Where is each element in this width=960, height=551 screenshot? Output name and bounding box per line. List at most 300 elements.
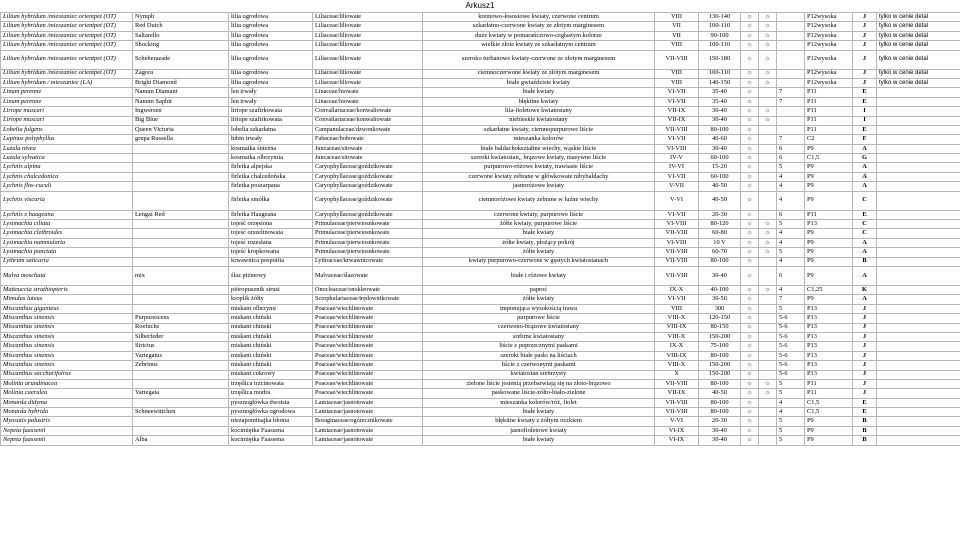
height-cell: 35-40 bbox=[699, 97, 741, 106]
polish-name-cell: liriope szafirkowata bbox=[229, 116, 313, 125]
table-row bbox=[1, 389, 960, 398]
shade-icon: ☼ bbox=[759, 78, 777, 87]
price-note-cell: tylko w cenie detal bbox=[877, 69, 960, 78]
flowering-cell: VII-VIII bbox=[655, 266, 699, 285]
table-row bbox=[1, 257, 960, 266]
pot-code-cell: P11 bbox=[805, 389, 853, 398]
group-cell: A bbox=[853, 163, 877, 172]
table-row bbox=[1, 125, 960, 134]
family-cell: Poaceae/wiechlinowate bbox=[313, 370, 423, 379]
price-note-cell: tylko w cenie detal bbox=[877, 31, 960, 40]
height-cell: 80-100 bbox=[699, 125, 741, 134]
flowering-cell: VIII bbox=[655, 78, 699, 87]
sun-icon: ☼ bbox=[741, 295, 759, 304]
description-cell: żółte kwiaty bbox=[423, 248, 655, 257]
cultivar-cell: Variegatus bbox=[133, 351, 229, 360]
latin-name-cell: Mimulus luteus bbox=[1, 295, 133, 304]
description-cell: białe kwiaty bbox=[423, 88, 655, 97]
height-cell: 40-100 bbox=[699, 285, 741, 294]
cultivar-cell: mix bbox=[133, 266, 229, 285]
group-cell: J bbox=[853, 379, 877, 388]
description-cell: białe kwiaty bbox=[423, 408, 655, 417]
family-cell: Caryophyllaceae/goździkowate bbox=[313, 163, 423, 172]
polish-name-cell: firletka chalcedońska bbox=[229, 172, 313, 181]
zone-cell: 6 bbox=[777, 266, 805, 285]
pot-code-cell: P12wysoka bbox=[805, 78, 853, 87]
family-cell: Lamiaceae/jasnotowate bbox=[313, 408, 423, 417]
table-row bbox=[1, 182, 960, 191]
shade-icon: ☼ bbox=[759, 107, 777, 116]
price-note-cell bbox=[877, 163, 960, 172]
zone-cell bbox=[777, 13, 805, 22]
polish-name-cell: kosmatka śnieżna bbox=[229, 144, 313, 153]
description-cell: paskowane liście-żółto-biało-zielone bbox=[423, 389, 655, 398]
cultivar-cell bbox=[133, 248, 229, 257]
family-cell: Poaceae/wiechlinowate bbox=[313, 351, 423, 360]
flowering-cell: VII-VIII bbox=[655, 398, 699, 407]
shade-icon bbox=[759, 332, 777, 341]
table-row bbox=[1, 154, 960, 163]
price-note-cell bbox=[877, 436, 960, 445]
shade-icon bbox=[759, 323, 777, 332]
group-cell: A bbox=[853, 238, 877, 247]
pot-code-cell: P12wysoka bbox=[805, 41, 853, 50]
family-cell: Boraginaceae/ogórecznikowate bbox=[313, 417, 423, 426]
description-cell: białe gwiaździste kwiaty bbox=[423, 78, 655, 87]
flowering-cell: IV-VI bbox=[655, 163, 699, 172]
price-note-cell bbox=[877, 97, 960, 106]
pot-code-cell: P9 bbox=[805, 426, 853, 435]
table-row bbox=[1, 436, 960, 445]
sun-icon: ☼ bbox=[741, 88, 759, 97]
polish-name-cell: firletka Haageana bbox=[229, 210, 313, 219]
group-cell: E bbox=[853, 398, 877, 407]
price-note-cell bbox=[877, 408, 960, 417]
table-row bbox=[1, 304, 960, 313]
shade-icon: ☼ bbox=[759, 379, 777, 388]
pot-code-cell: P9 bbox=[805, 163, 853, 172]
polish-name-cell: tojeść orzęsiona bbox=[229, 220, 313, 229]
table-row bbox=[1, 314, 960, 323]
group-cell: A bbox=[853, 295, 877, 304]
polish-name-cell: ślaz piżmowy bbox=[229, 266, 313, 285]
height-cell: 40-50 bbox=[699, 191, 741, 210]
height-cell: 60-100 bbox=[699, 172, 741, 181]
pot-code-cell: P12wysoka bbox=[805, 50, 853, 69]
height-cell: 15-20 bbox=[699, 163, 741, 172]
flowering-cell: VIII-IX bbox=[655, 323, 699, 332]
height-cell: 80-150 bbox=[699, 323, 741, 332]
zone-cell: 5-6 bbox=[777, 323, 805, 332]
sun-icon: ☼ bbox=[741, 332, 759, 341]
table-row bbox=[1, 210, 960, 219]
flowering-cell: V-VII bbox=[655, 182, 699, 191]
group-cell: J bbox=[853, 361, 877, 370]
cultivar-cell: Purpurescens bbox=[133, 314, 229, 323]
description-cell: mieszanka kolorów bbox=[423, 135, 655, 144]
polish-name-cell: pióropusznik strusi bbox=[229, 285, 313, 294]
zone-cell: 5-6 bbox=[777, 342, 805, 351]
sun-icon: ☼ bbox=[741, 408, 759, 417]
latin-name-cell: Miscanthus sinensis bbox=[1, 323, 133, 332]
height-cell: 150-180 bbox=[699, 50, 741, 69]
table-row bbox=[1, 88, 960, 97]
pot-code-cell: P9 bbox=[805, 229, 853, 238]
description-cell: żółte kwiaty, płożący pokrój bbox=[423, 238, 655, 247]
latin-name-cell: Linum perenne bbox=[1, 88, 133, 97]
group-cell: E bbox=[853, 88, 877, 97]
polish-name-cell: miskant chiński bbox=[229, 332, 313, 341]
flowering-cell: VII-VIII bbox=[655, 248, 699, 257]
family-cell: Caryophyllaceae/goździkowate bbox=[313, 191, 423, 210]
latin-name-cell: Liriope muscari bbox=[1, 107, 133, 116]
height-cell: 35-40 bbox=[699, 88, 741, 97]
polish-name-cell: pysznogłówka ogrodowa bbox=[229, 408, 313, 417]
price-note-cell bbox=[877, 266, 960, 285]
flowering-cell: VII-VIII bbox=[655, 379, 699, 388]
zone-cell: 5 bbox=[777, 163, 805, 172]
sun-icon: ☼ bbox=[741, 304, 759, 313]
table-row bbox=[1, 379, 960, 388]
polish-name-cell: lilia ogrodowa bbox=[229, 31, 313, 40]
table-row bbox=[1, 398, 960, 407]
polish-name-cell: lilia ogrodowa bbox=[229, 50, 313, 69]
price-note-cell bbox=[877, 116, 960, 125]
cultivar-cell bbox=[133, 238, 229, 247]
family-cell: Caryophyllaceae/goździkowate bbox=[313, 182, 423, 191]
description-cell: liście z poprzecznymi paskami bbox=[423, 342, 655, 351]
polish-name-cell: miskant chiński bbox=[229, 342, 313, 351]
shade-icon bbox=[759, 191, 777, 210]
description-cell: kwiatostan srebrzysty bbox=[423, 370, 655, 379]
latin-name-cell: Lilium hybridum /mieszaniec orientpet (OT) bbox=[1, 69, 133, 78]
shade-icon: ☼ bbox=[759, 22, 777, 31]
flowering-cell: VII-IX bbox=[655, 389, 699, 398]
group-cell: J bbox=[853, 351, 877, 360]
table-row bbox=[1, 144, 960, 153]
description-cell: żółte kwiaty bbox=[423, 295, 655, 304]
polish-name-cell: pysznogłówka dwoista bbox=[229, 398, 313, 407]
flowering-cell: VI-IX bbox=[655, 426, 699, 435]
description-cell: ciemnoczerwone kwiaty ze złotym marginesem bbox=[423, 69, 655, 78]
flowering-cell: VII-VIII bbox=[655, 408, 699, 417]
height-cell: 30-40 bbox=[699, 436, 741, 445]
height-cell: 30-40 bbox=[699, 426, 741, 435]
shade-icon bbox=[759, 351, 777, 360]
polish-name-cell: lobelia szkarłatna bbox=[229, 125, 313, 134]
height-cell: 100-110 bbox=[699, 69, 741, 78]
zone-cell: 5 bbox=[777, 417, 805, 426]
family-cell: Poaceae/wiechlinowate bbox=[313, 389, 423, 398]
zone-cell: 4 bbox=[777, 172, 805, 181]
pot-code-cell: C1,5 bbox=[805, 398, 853, 407]
polish-name-cell: kosmatka olbrzymia bbox=[229, 154, 313, 163]
pot-code-cell: C2 bbox=[805, 135, 853, 144]
shade-icon: ☼ bbox=[759, 116, 777, 125]
price-note-cell bbox=[877, 107, 960, 116]
latin-name-cell: Lilium hybridum /mieszaniec orientpet (OT) bbox=[1, 13, 133, 22]
flowering-cell: V-VI bbox=[655, 417, 699, 426]
polish-name-cell: kocimiętka Faassena bbox=[229, 436, 313, 445]
pot-code-cell: P12wysoka bbox=[805, 31, 853, 40]
table-row bbox=[1, 295, 960, 304]
sun-icon: ☼ bbox=[741, 238, 759, 247]
height-cell: 90-100 bbox=[699, 31, 741, 40]
height-cell: 150-200 bbox=[699, 361, 741, 370]
polish-name-cell: len trwały bbox=[229, 88, 313, 97]
height-cell: 10 V bbox=[699, 238, 741, 247]
group-cell: G bbox=[853, 154, 877, 163]
table-row bbox=[1, 97, 960, 106]
table-row bbox=[1, 163, 960, 172]
height-cell: 300 bbox=[699, 304, 741, 313]
group-cell: J bbox=[853, 370, 877, 379]
polish-name-cell: lilia ogrodowa bbox=[229, 69, 313, 78]
latin-name-cell: Nepeta faassenii bbox=[1, 426, 133, 435]
price-note-cell bbox=[877, 238, 960, 247]
sun-icon: ☼ bbox=[741, 370, 759, 379]
pot-code-cell: P11 bbox=[805, 125, 853, 134]
latin-name-cell: Lysimachia clethroides bbox=[1, 229, 133, 238]
latin-name-cell: Miscanthus giganteus bbox=[1, 304, 133, 313]
group-cell: J bbox=[853, 78, 877, 87]
description-cell: purpurowo-różowe kwiaty, trawiaste liście bbox=[423, 163, 655, 172]
family-cell: Primulaceae/pierwiosnkowate bbox=[313, 229, 423, 238]
family-cell: Liliaceae/liliowate bbox=[313, 78, 423, 87]
zone-cell: 5-6 bbox=[777, 370, 805, 379]
polish-name-cell: krwawnica pospolita bbox=[229, 257, 313, 266]
group-cell: E bbox=[853, 408, 877, 417]
latin-name-cell: Myosotis palustris bbox=[1, 417, 133, 426]
zone-cell bbox=[777, 31, 805, 40]
family-cell: Liliaceae/liliowate bbox=[313, 13, 423, 22]
sun-icon: ☼ bbox=[741, 342, 759, 351]
price-note-cell bbox=[877, 332, 960, 341]
cultivar-cell: Queen Victoria bbox=[133, 125, 229, 134]
height-cell: 80-120 bbox=[699, 220, 741, 229]
sun-icon: ☼ bbox=[741, 266, 759, 285]
cultivar-cell: Silberfeder bbox=[133, 332, 229, 341]
group-cell: J bbox=[853, 50, 877, 69]
shade-icon: ☼ bbox=[759, 69, 777, 78]
sun-icon: ☼ bbox=[741, 31, 759, 40]
family-cell: Convallariaceae/konwaliowate bbox=[313, 116, 423, 125]
price-note-cell: tylko w cenie detal bbox=[877, 13, 960, 22]
zone-cell: 5 bbox=[777, 389, 805, 398]
description-cell: szeroko turbanowe kwiaty-czerwone ze złotym marginesem bbox=[423, 50, 655, 69]
cultivar-cell bbox=[133, 304, 229, 313]
flowering-cell: VI-VII bbox=[655, 295, 699, 304]
polish-name-cell: firletka poszarpana bbox=[229, 182, 313, 191]
description-cell: białe kwiaty bbox=[423, 229, 655, 238]
pot-code-cell: P9 bbox=[805, 417, 853, 426]
flowering-cell: X bbox=[655, 370, 699, 379]
cultivar-cell bbox=[133, 257, 229, 266]
cultivar-cell: grupa Russella bbox=[133, 135, 229, 144]
shade-icon bbox=[759, 125, 777, 134]
sun-icon: ☼ bbox=[741, 417, 759, 426]
flowering-cell: VIII-X bbox=[655, 332, 699, 341]
table-row bbox=[1, 31, 960, 40]
family-cell: Primulaceae/pierwiosnkowate bbox=[313, 248, 423, 257]
description-cell: czerwono-brązowe kwiatostany bbox=[423, 323, 655, 332]
description-cell: kremowo-łososiowe kwiaty, czerwone centrum bbox=[423, 13, 655, 22]
zone-cell bbox=[777, 116, 805, 125]
pot-code-cell: P9 bbox=[805, 238, 853, 247]
family-cell: Convallariaceae/konwaliowate bbox=[313, 107, 423, 116]
shade-icon: ☼ bbox=[759, 220, 777, 229]
polish-name-cell: firletka smółka bbox=[229, 191, 313, 210]
sun-icon: ☼ bbox=[741, 69, 759, 78]
group-cell: A bbox=[853, 172, 877, 181]
latin-name-cell: Lupinus polyphyllus bbox=[1, 135, 133, 144]
cultivar-cell bbox=[133, 426, 229, 435]
zone-cell: 5 bbox=[777, 379, 805, 388]
polish-name-cell: miskant chiński bbox=[229, 314, 313, 323]
cultivar-cell bbox=[133, 379, 229, 388]
zone-cell: 6 bbox=[777, 154, 805, 163]
table-row bbox=[1, 285, 960, 294]
table-row bbox=[1, 78, 960, 87]
cultivar-cell bbox=[133, 295, 229, 304]
group-cell: F bbox=[853, 135, 877, 144]
price-note-cell bbox=[877, 314, 960, 323]
shade-icon bbox=[759, 295, 777, 304]
cultivar-cell: Nanum Diamant bbox=[133, 88, 229, 97]
cultivar-cell bbox=[133, 370, 229, 379]
family-cell: Poaceae/wiechlinowate bbox=[313, 314, 423, 323]
table-row bbox=[1, 361, 960, 370]
sun-icon: ☼ bbox=[741, 210, 759, 219]
family-cell: Liliaceae/liliowate bbox=[313, 50, 423, 69]
pot-code-cell: P9 bbox=[805, 257, 853, 266]
price-note-cell bbox=[877, 248, 960, 257]
flowering-cell: VII-IX bbox=[655, 116, 699, 125]
latin-name-cell: Miscanthus sinensis bbox=[1, 351, 133, 360]
latin-name-cell: Molinia caerulea bbox=[1, 389, 133, 398]
sun-icon: ☼ bbox=[741, 426, 759, 435]
shade-icon bbox=[759, 210, 777, 219]
cultivar-cell bbox=[133, 417, 229, 426]
description-cell: białe kwiaty bbox=[423, 436, 655, 445]
zone-cell: 5-6 bbox=[777, 332, 805, 341]
family-cell: Caryophyllaceae/goździkowate bbox=[313, 172, 423, 181]
flowering-cell: VIII-X bbox=[655, 361, 699, 370]
description-cell: imponująca wysokością trawa bbox=[423, 304, 655, 313]
price-note-cell bbox=[877, 135, 960, 144]
zone-cell: 7 bbox=[777, 135, 805, 144]
description-cell: srebrne kwiatostany bbox=[423, 332, 655, 341]
cultivar-cell: Variegata bbox=[133, 389, 229, 398]
height-cell: 30-40 bbox=[699, 107, 741, 116]
height-cell: 150-200 bbox=[699, 332, 741, 341]
cultivar-cell: Big Blue bbox=[133, 116, 229, 125]
pot-code-cell: P13 bbox=[805, 304, 853, 313]
cultivar-cell: Shocking bbox=[133, 41, 229, 50]
shade-icon bbox=[759, 417, 777, 426]
group-cell: J bbox=[853, 323, 877, 332]
description-cell: purpurowe liście bbox=[423, 314, 655, 323]
family-cell: Liliaceae/liliowate bbox=[313, 69, 423, 78]
flowering-cell: VI-VIII bbox=[655, 144, 699, 153]
cultivar-cell: Zebrinus bbox=[133, 361, 229, 370]
sun-icon: ☼ bbox=[741, 191, 759, 210]
sun-icon: ☼ bbox=[741, 125, 759, 134]
cultivar-cell bbox=[133, 220, 229, 229]
shade-icon bbox=[759, 172, 777, 181]
table-row bbox=[1, 107, 960, 116]
group-cell: E bbox=[853, 125, 877, 134]
polish-name-cell: miskant chiński bbox=[229, 361, 313, 370]
price-note-cell bbox=[877, 210, 960, 219]
latin-name-cell: Lychnis chalcedonica bbox=[1, 172, 133, 181]
pot-code-cell: P11 bbox=[805, 107, 853, 116]
latin-name-cell: Lysimachia nummularia bbox=[1, 238, 133, 247]
table-row bbox=[1, 172, 960, 181]
shade-icon bbox=[759, 163, 777, 172]
group-cell: J bbox=[853, 69, 877, 78]
latin-name-cell: Lychnis alpina bbox=[1, 163, 133, 172]
group-cell: J bbox=[853, 304, 877, 313]
cultivar-cell bbox=[133, 285, 229, 294]
family-cell: Juncaceae/sitowate bbox=[313, 154, 423, 163]
sun-icon: ☼ bbox=[741, 398, 759, 407]
group-cell: J bbox=[853, 342, 877, 351]
zone-cell: 7 bbox=[777, 295, 805, 304]
cultivar-cell: Nymph bbox=[133, 13, 229, 22]
price-note-cell bbox=[877, 361, 960, 370]
group-cell: C bbox=[853, 191, 877, 210]
polish-name-cell: trzęślica modra bbox=[229, 389, 313, 398]
cultivar-cell: Roefuchs bbox=[133, 323, 229, 332]
group-cell: B bbox=[853, 257, 877, 266]
height-cell: 40-60 bbox=[699, 135, 741, 144]
group-cell: I bbox=[853, 116, 877, 125]
family-cell: Fabaceae/bobowate bbox=[313, 135, 423, 144]
latin-name-cell: Miscanthus sinensis bbox=[1, 361, 133, 370]
family-cell: Malvaceae/ślazowate bbox=[313, 266, 423, 285]
family-cell: Juncaceae/sitowate bbox=[313, 144, 423, 153]
shade-icon bbox=[759, 135, 777, 144]
zone-cell: 4 bbox=[777, 238, 805, 247]
height-cell: 20-30 bbox=[699, 210, 741, 219]
table-row bbox=[1, 229, 960, 238]
cultivar-cell: Red Dutch bbox=[133, 22, 229, 31]
sun-icon: ☼ bbox=[741, 389, 759, 398]
table-row bbox=[1, 351, 960, 360]
price-note-cell bbox=[877, 229, 960, 238]
polish-name-cell: niezapominajka błotna bbox=[229, 417, 313, 426]
polish-name-cell: miskant olbrzymi bbox=[229, 304, 313, 313]
pot-code-cell: P9 bbox=[805, 144, 853, 153]
table-row bbox=[1, 13, 960, 22]
height-cell: 60-80 bbox=[699, 229, 741, 238]
description-cell: jasnoróżowe kwiaty bbox=[423, 182, 655, 191]
description-cell: szkarłatno-czerwone kwiaty ze złotym marginesem bbox=[423, 22, 655, 31]
table-row bbox=[1, 408, 960, 417]
cultivar-cell: Bright Diamond bbox=[133, 78, 229, 87]
table-row bbox=[1, 426, 960, 435]
price-note-cell bbox=[877, 88, 960, 97]
zone-cell bbox=[777, 50, 805, 69]
flowering-cell: VI-IX bbox=[655, 436, 699, 445]
height-cell: 80-100 bbox=[699, 398, 741, 407]
height-cell: 80-100 bbox=[699, 408, 741, 417]
price-note-cell bbox=[877, 182, 960, 191]
pot-code-cell: P12wysoka bbox=[805, 69, 853, 78]
group-cell: A bbox=[853, 182, 877, 191]
pot-code-cell: P9 bbox=[805, 266, 853, 285]
